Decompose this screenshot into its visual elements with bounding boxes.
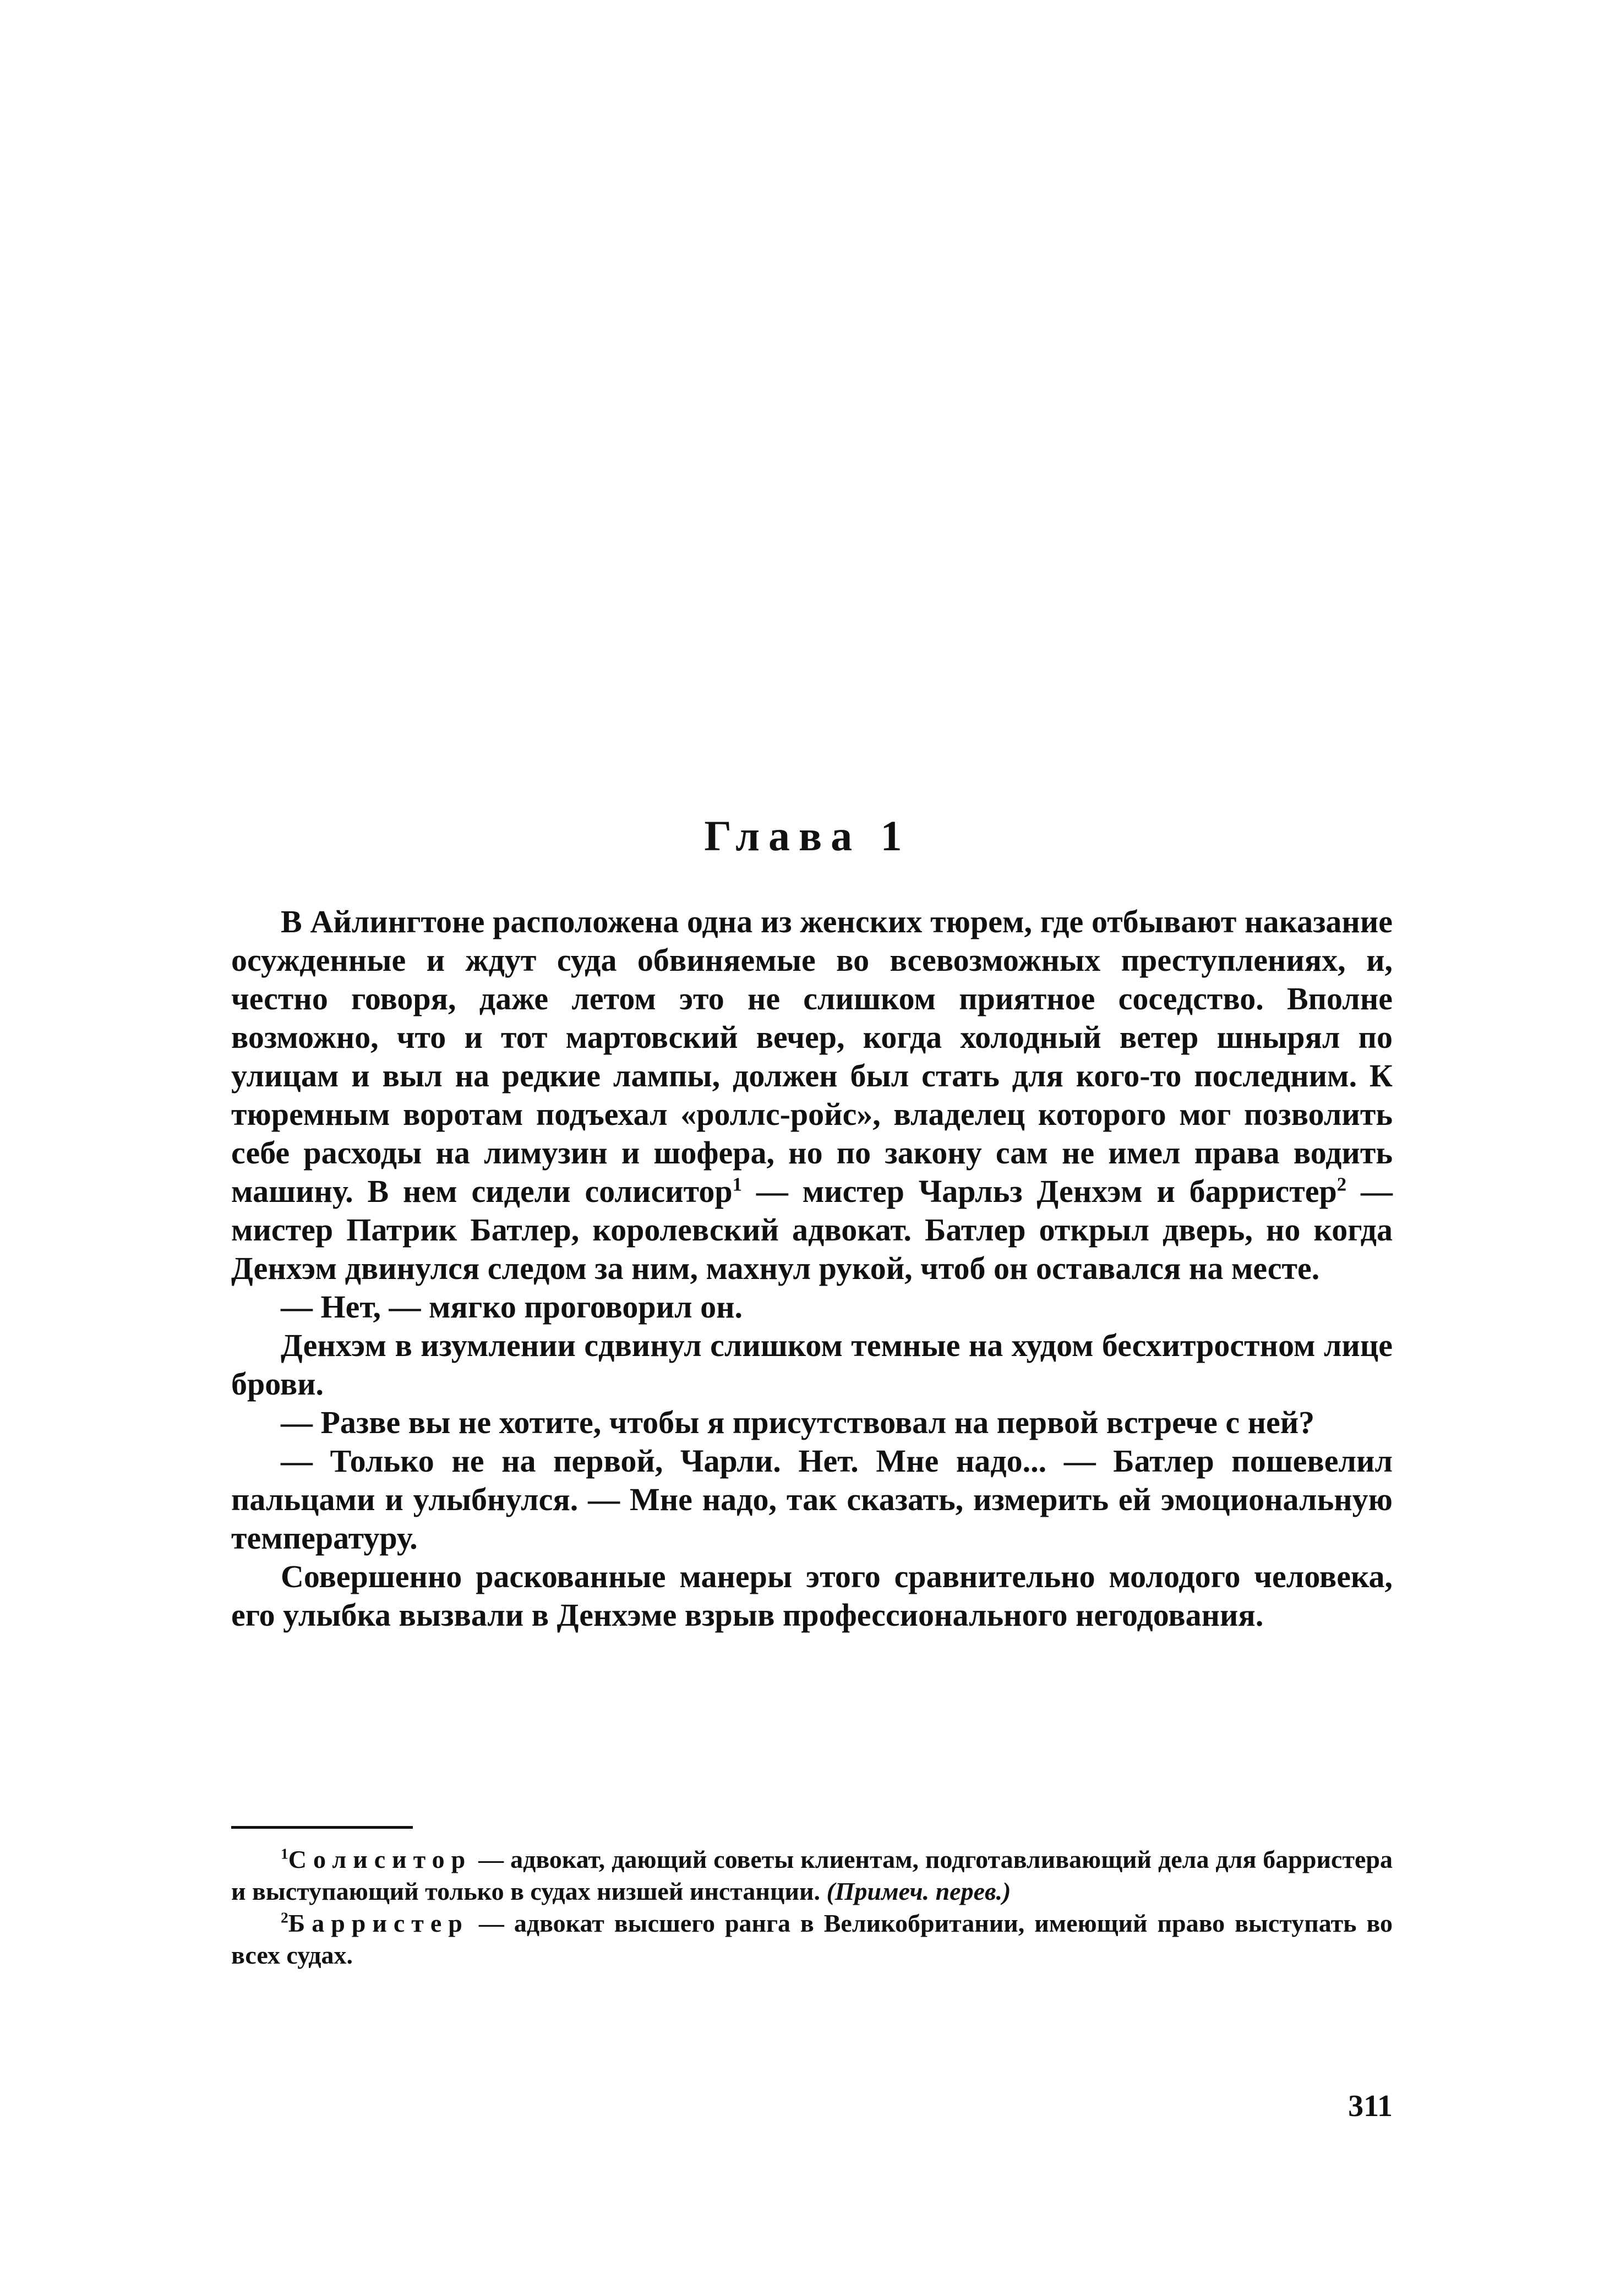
footnote-ref: 1 xyxy=(732,1173,743,1195)
paragraph: — Только не на первой, Чарли. Нет. Мне надо... — Батлер пошевелил пальцами и улыбнулся. — Мне надо, так сказать, измерить ей эмоциональную температуру. xyxy=(231,1443,1393,1556)
paragraph: Совершенно раскованные манеры этого сравнительно молодого человека, его улыбка вызвали в Денхэме взрыв профессионального негодования. xyxy=(231,1559,1393,1633)
paragraph-text: — мистер Чарльз Денхэм и барристер xyxy=(742,1173,1337,1209)
footnote-ref: 2 xyxy=(1336,1173,1347,1195)
body-text xyxy=(231,903,1393,1634)
page-number: 311 xyxy=(1348,2089,1393,2123)
paragraph-text: — мистер Патрик Батлер, королевский адвокат. Батлер открыл дверь, но когда Денхэм двинулся следом за ним, махнул рукой, чтоб он оставался на месте. xyxy=(231,1173,1393,1286)
paragraph: — Нет, — мягко проговорил он. xyxy=(281,1289,743,1325)
footnote-marker: 2 xyxy=(281,1909,288,1926)
paragraph xyxy=(231,903,1393,1288)
footnote-term: Солиситор xyxy=(288,1845,472,1873)
paragraph: Денхэм в изумлении сдвинул слишком темные на худом бесхитростном лице брови. xyxy=(231,1327,1393,1402)
footnote-text: — адвокат высшего ранга в Великобритании, имеющий право выступать во всех судах. xyxy=(231,1909,1393,1969)
footnote-term: Барристер xyxy=(288,1909,469,1937)
chapter-title: Глава 1 xyxy=(704,812,911,860)
footnote-divider xyxy=(231,1826,413,1829)
footnote-marker: 1 xyxy=(281,1845,288,1862)
footnote-note: (Примеч. перев.) xyxy=(826,1877,1011,1905)
footnote xyxy=(231,1844,1393,1907)
footnote xyxy=(231,1907,1393,1971)
paragraph: — Разве вы не хотите, чтобы я присутствовал на первой встрече с ней? xyxy=(281,1404,1315,1440)
footnote-text: — адвокат, дающий советы клиентам, подготавливающий дела для барристера и выступающий только в судах низшей инстанции. xyxy=(231,1845,1393,1905)
footnotes xyxy=(231,1844,1393,1971)
paragraph-text: В Айлингтоне расположена одна из женских тюрем, где отбывают наказание осужденные и ждут суда обвиняемые во всевозможных преступлениях, и, честно говоря, даже летом это не слишком приятное соседство. Вполне возможно, что и тот мартовский вечер, когда холодный ветер шнырял по улицам и выл на редкие лампы, должен был стать для кого-то последним. К тюремным воротам подъехал «роллс-ройс», владелец которого мог позволить себе расходы на лимузин и шофера, но по закону сам не имел права водить машину. В нем сидели солиситор xyxy=(231,904,1393,1209)
